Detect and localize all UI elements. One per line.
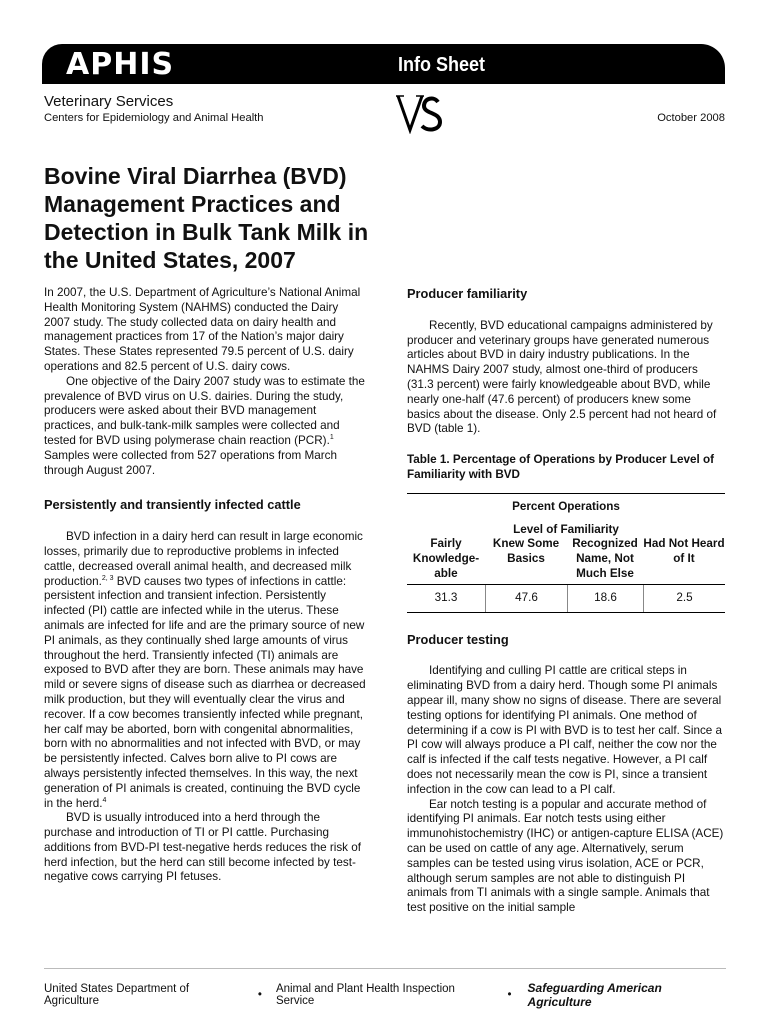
- publication-date: October 2008: [657, 112, 725, 124]
- footer-tagline: Safeguarding American Agriculture: [527, 981, 662, 1009]
- table-cell: 47.6: [485, 585, 567, 612]
- footer-service: Animal and Plant Health Inspection Service: [275, 983, 455, 1007]
- ear-notch-paragraph: Ear notch testing is a popular and accurate method of identifying PI animals. Ear notch tests using either immunohistochemistry (IHC) or antigen-capture ELISA (ACE) can be used on cattle of any age. Alternatively, serum samples can be tested using virus isolation, ACE or PCR, although serum samples are not able to distinguish PI animals from TI animals with a single sample. Animals that test positive on the initial sample: [407, 797, 724, 915]
- sheet-title: Info Sheet: [398, 54, 486, 76]
- objective-paragraph: One objective of the Dairy 2007 study was to estimate the prevalence of BVD virus on U.S. dairies. During the study, producers were asked about their BVD management practices, and bulk-tank-milk samples were collected and tested for BVD using polymerase chain reaction (PCR).$^1$ Samples were collected from 527 operations from March through August 2007.: [44, 374, 365, 477]
- testing-paragraph: Identifying and culling PI cattle are critical steps in eliminating BVD from a dairy herd. Though some PI animals appear ill, many show no signs of disease. There are several testing options for identifying PI animals. One method of determining if a cow is PI with BVD is to test her calf. Since a PI cow will always produce a PI calf, neither the cow nor the calf is infected if the calf tests negative. However, a PI calf does not necessarily mean the cow is PI, since a transient infection in the cow can lead to a PI calf.: [407, 664, 723, 796]
- table-header-level: Level of Familiarity: [513, 522, 619, 536]
- vs-monogram-icon: [396, 90, 442, 134]
- introduction-paragraph: BVD is usually introduced into a herd through the purchase and introduction of TI or PI cattle. Purchasing additions from BVD-PI test-negative herds reduces the risk of herd infection, but the herd can still become infected by test-negative cows carrying PI fetuses.: [44, 811, 362, 884]
- table-header-percent: Percent Operations: [512, 499, 620, 513]
- table-cell: 31.3: [434, 590, 458, 604]
- aphis-logo: APHIS: [66, 47, 175, 82]
- familiarity-table: [407, 493, 725, 613]
- table-col-header: Recognized Name, Not Much Else: [572, 537, 638, 580]
- table-row: [407, 585, 725, 612]
- table-cell: 2.5: [643, 585, 725, 612]
- footer-divider: [44, 968, 726, 969]
- table-col-header: Knew Some Basics: [492, 537, 560, 566]
- table-col-header: Fairly Knowledge-able: [412, 537, 480, 580]
- right-column: [407, 286, 725, 916]
- intro-paragraph: In 2007, the U.S. Department of Agriculture’s National Animal Health Monitoring System (NAHMS) conducted the Dairy 2007 study. The study collected data on dairy health and management practices from 17 of the Nation’s major dairy States. These States represented 79.5 percent of U.S. dairy operations and 82.5 percent of U.S. dairy cows.: [44, 286, 361, 373]
- table-column-headers: [407, 537, 725, 584]
- table-col-header: Had Not Heard of It: [643, 537, 725, 566]
- footer-separator: •: [507, 989, 512, 1001]
- section-heading-infected-cattle: Persistently and transiently infected cattle: [44, 497, 301, 513]
- left-column: [44, 286, 366, 885]
- familiarity-paragraph: Recently, BVD educational campaigns administered by producer and veterinary groups have generated numerous articles about BVD in dairy industry publications. In the NAHMS Dairy 2007 study, almost one-third of producers (31.3 percent) were fairly knowledgeable about BVD, while nearly one-half (47.6 percent) of producers knew some basics about the disease. Only 2.5 percent had not heard of BVD (table 1).: [407, 318, 717, 436]
- document-title: Bovine Viral Diarrhea (BVD) Management Practices and Detection in Bulk Tank Milk in the United States, 2007: [44, 163, 369, 273]
- center-name: Centers for Epidemiology and Animal Health: [44, 112, 264, 124]
- agency-name: Veterinary Services: [44, 93, 174, 110]
- infection-paragraph: BVD infection in a dairy herd can result in large economic losses, primarily due to reproductive problems in infected cattle, decreased overall animal health, and decreased milk production.$^{2, 3}$ BVD causes two types of infections in cattle: persistent infection and transient infection. Persistently infected (PI) cattle are infected while in the uterus. These animals are infected for life and are the primary source of new PI animals, as they continually shed large amounts of virus throughout the herd. Transiently infected (TI) animals are exposed to BVD after they are born. These animals may have mild or severe signs of disease such as diarrhea or decreased milk production, but they will eventually clear the virus and recover. If a cow becomes transiently infected while pregnant, her calf may be aborted, born with congenital abnormalities, born with no abnormalities and not infected with BVD, or may be persistently infected. Calves born alive to PI cows are always persistently infected themselves. In this way, the next generation of PI animals is created, continuing the BVD cycle in the herd.$^4$: [44, 530, 366, 810]
- footer-separator: •: [257, 989, 262, 1001]
- section-heading-familiarity: Producer familiarity: [407, 286, 528, 301]
- section-heading-testing: Producer testing: [407, 631, 509, 647]
- table-caption: Table 1. Percentage of Operations by Producer Level of Familiarity with BVD: [407, 453, 714, 481]
- footer: [44, 981, 726, 1009]
- footer-department: United States Department of Agriculture: [44, 983, 190, 1007]
- table-cell: 18.6: [567, 585, 643, 612]
